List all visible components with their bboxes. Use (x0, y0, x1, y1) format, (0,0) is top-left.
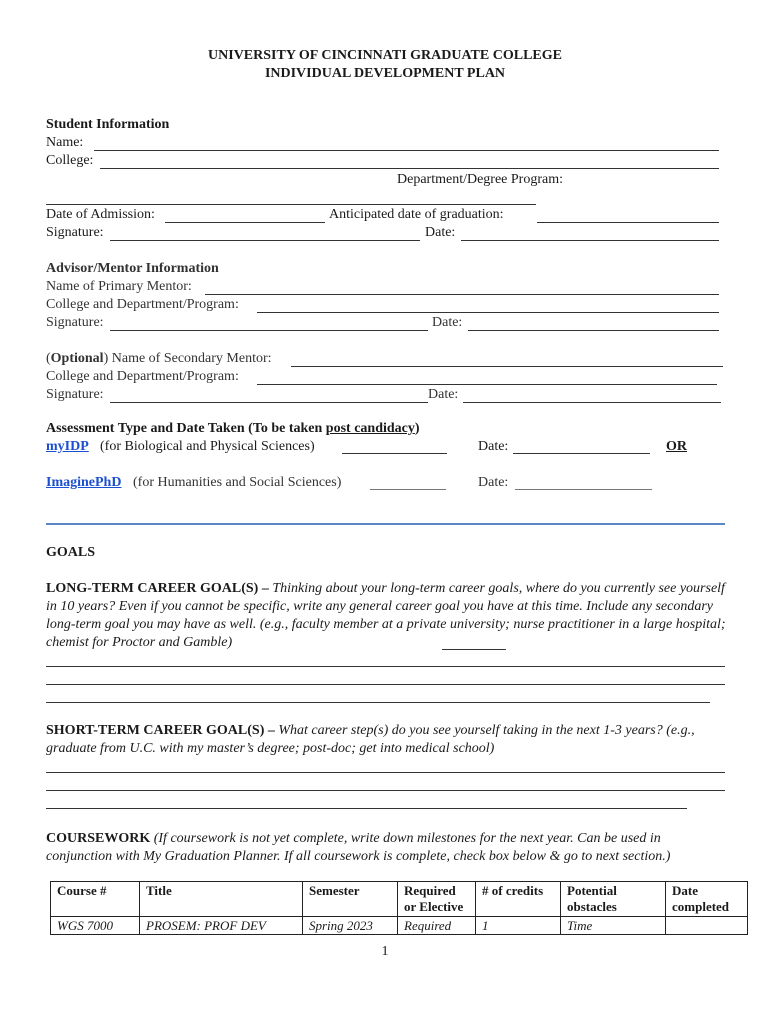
secondary-mentor-field[interactable] (291, 366, 723, 367)
graduation-date-label: Anticipated date of graduation: (329, 207, 504, 222)
student-date-field[interactable] (461, 240, 719, 241)
imaginephd-description: (for Humanities and Social Sciences) (133, 475, 342, 490)
goals-heading: GOALS (46, 545, 96, 560)
short-term-goal-line-1[interactable] (46, 772, 725, 773)
short-term-goal-prompt: SHORT-TERM CAREER GOAL(S) – What career step(s) do you see yourself taking in the next 1-3 years? (e.g., graduate from U.C. with my master’s degree; post-doc; get into medical school) (46, 723, 695, 756)
primary-date-label: Date: (432, 315, 463, 330)
student-college-field[interactable] (100, 168, 719, 169)
column-date-completed: Date completed (666, 882, 748, 917)
imaginephd-link[interactable]: ImaginePhD (46, 475, 122, 490)
page-number: 1 (381, 944, 389, 959)
myidp-field[interactable] (342, 453, 447, 454)
student-date-label: Date: (425, 225, 456, 240)
myidp-description: (for Biological and Physical Sciences) (100, 439, 315, 454)
cell-course-number[interactable]: WGS 7000 (51, 917, 140, 935)
primary-college-dept-label: College and Department/Program: (46, 297, 239, 312)
column-obstacles: Potential obstacles (561, 882, 666, 917)
short-term-goal-line-3[interactable] (46, 808, 687, 809)
coursework-prompt: COURSEWORK (If coursework is not yet complete, write down milestones for the next year. Can be used in conjunction with My Graduation Planner. If all coursework is complete, check box below & go to next section.) (46, 831, 671, 864)
admission-date-field[interactable] (165, 222, 325, 223)
student-name-label: Name: (46, 135, 84, 150)
long-term-goal-inline-field[interactable] (442, 649, 506, 650)
primary-signature-field[interactable] (110, 330, 428, 331)
table-row (51, 917, 748, 935)
column-course-number: Course # (51, 882, 140, 917)
document-title: UNIVERSITY OF CINCINNATI GRADUATE COLLEGE (208, 48, 562, 63)
student-info-heading: Student Information (46, 117, 170, 132)
secondary-signature-field[interactable] (110, 402, 428, 403)
or-label: OR (666, 439, 687, 454)
primary-signature-label: Signature: (46, 315, 104, 330)
cell-credits[interactable]: 1 (476, 917, 561, 935)
secondary-college-dept-field[interactable] (257, 384, 717, 385)
student-college-label: College: (46, 153, 94, 168)
imaginephd-date-label: Date: (478, 475, 509, 490)
imaginephd-field[interactable] (370, 489, 446, 490)
coursework-table (50, 881, 748, 935)
admission-date-label: Date of Admission: (46, 207, 155, 222)
primary-mentor-field[interactable] (205, 294, 719, 295)
imaginephd-date-field[interactable] (515, 489, 652, 490)
myidp-link[interactable]: myIDP (46, 439, 89, 454)
student-name-field[interactable] (94, 150, 719, 151)
column-title: Title (140, 882, 303, 917)
long-term-goal-line-3[interactable] (46, 702, 710, 703)
column-semester: Semester (303, 882, 398, 917)
myidp-date-field[interactable] (513, 453, 650, 454)
primary-mentor-label: Name of Primary Mentor: (46, 279, 192, 294)
student-signature-label: Signature: (46, 225, 104, 240)
long-term-goal-line-2[interactable] (46, 684, 725, 685)
secondary-signature-label: Signature: (46, 387, 104, 402)
long-term-goal-prompt: LONG-TERM CAREER GOAL(S) – Thinking about your long-term career goals, where do you currently see yourself in 10 years? Even if you cannot be specific, write any general career goal you have at this time. Include any secondary long-term goal you may have as well. (e.g., faculty member at a private university; nurse practitioner in a large hospital; chemist for Proctor and Gamble) (46, 581, 726, 650)
secondary-college-dept-label: College and Department/Program: (46, 369, 239, 384)
student-dept-field[interactable] (46, 204, 536, 205)
column-credits: # of credits (476, 882, 561, 917)
student-dept-label: Department/Degree Program: (397, 172, 563, 187)
advisor-info-heading: Advisor/Mentor Information (46, 261, 219, 276)
secondary-mentor-label: (Optional) Name of Secondary Mentor: (46, 351, 272, 366)
column-required-elective: Required or Elective (398, 882, 476, 917)
assessment-heading: Assessment Type and Date Taken (To be taken post candidacy) (46, 421, 420, 436)
section-divider (46, 523, 725, 525)
short-term-goal-line-2[interactable] (46, 790, 725, 791)
cell-obstacles[interactable]: Time (561, 917, 666, 935)
cell-title[interactable]: PROSEM: PROF DEV (140, 917, 303, 935)
graduation-date-field[interactable] (537, 222, 719, 223)
myidp-date-label: Date: (478, 439, 509, 454)
long-term-goal-line-1[interactable] (46, 666, 725, 667)
cell-required-elective[interactable]: Required (398, 917, 476, 935)
secondary-date-field[interactable] (463, 402, 721, 403)
coursework-header-row (51, 882, 748, 917)
cell-semester[interactable]: Spring 2023 (303, 917, 398, 935)
primary-date-field[interactable] (468, 330, 719, 331)
student-signature-field[interactable] (110, 240, 420, 241)
secondary-date-label: Date: (428, 387, 459, 402)
cell-date-completed[interactable] (666, 917, 748, 935)
primary-college-dept-field[interactable] (257, 312, 719, 313)
document-subtitle: INDIVIDUAL DEVELOPMENT PLAN (264, 66, 506, 81)
